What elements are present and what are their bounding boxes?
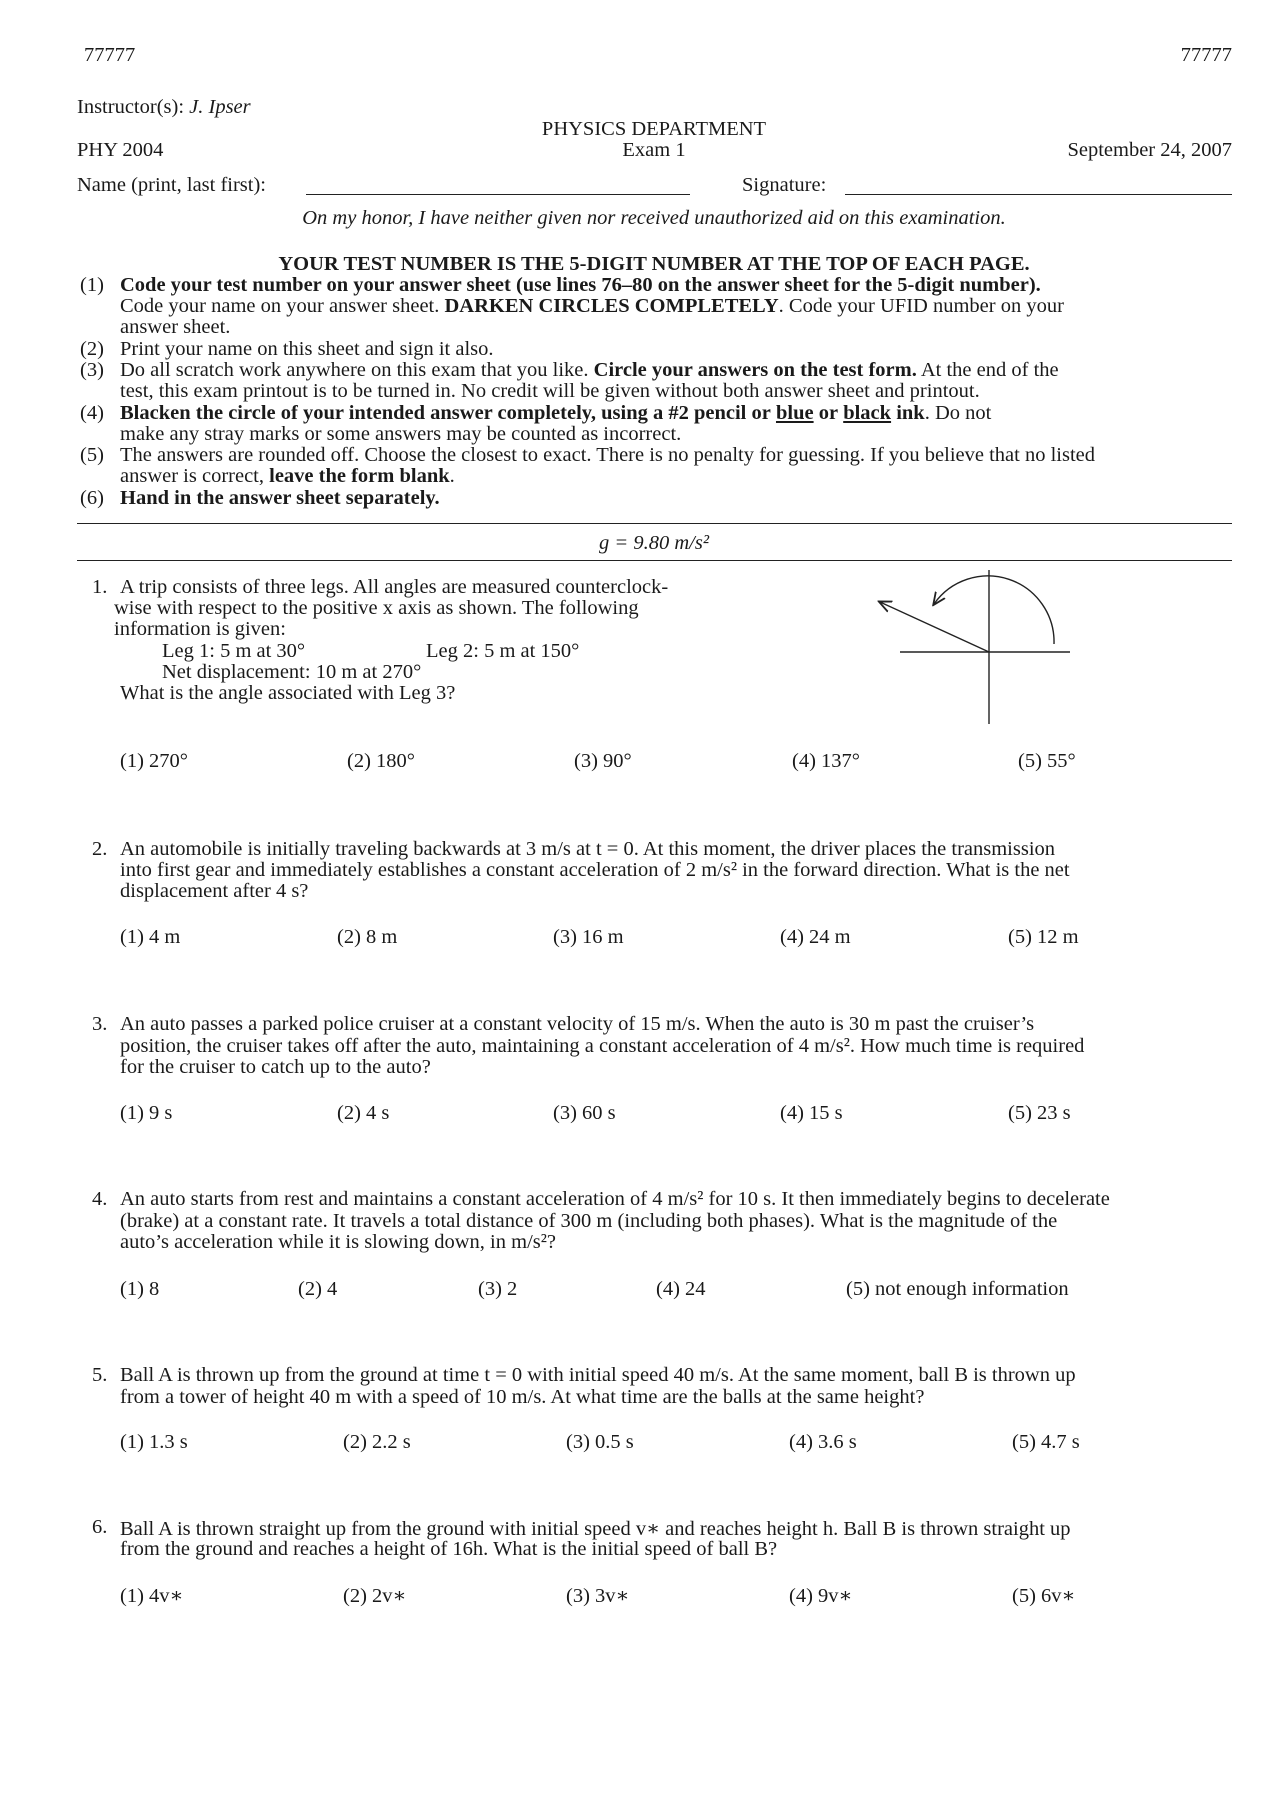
question-text: position, the cruiser takes off after the auto, maintaining a constant acceleration of 4 m/s². How much time is required (120, 1035, 1085, 1057)
vector-diagram (860, 566, 1090, 726)
question-text: Ball A is thrown up from the ground at time t = 0 with initial speed 40 m/s. At the same moment, ball B is thrown up (120, 1364, 1076, 1386)
test-number-right: 77777 (1180, 44, 1232, 66)
leg-2-info: Leg 2: 5 m at 150° (426, 640, 580, 662)
answer-option[interactable]: (1) 4v∗ (120, 1585, 184, 1607)
divider-top (77, 523, 1232, 524)
instruction-text: test, this exam printout is to be turned in. No credit will be given without both answer sheet and printout. (120, 380, 980, 402)
answer-option[interactable]: (1) 270° (120, 750, 188, 772)
name-field[interactable] (306, 194, 690, 195)
instruction-num: (4) (80, 402, 104, 424)
instruction-text: The answers are rounded off. Choose the closest to exact. There is no penalty for guessing. If you believe that no listed (120, 444, 1096, 466)
answer-option[interactable]: (3) 60 s (553, 1102, 616, 1124)
instruction-text: make any stray marks or some answers may be counted as incorrect. (120, 423, 682, 445)
course-code: PHY 2004 (77, 139, 164, 161)
department-title: PHYSICS DEPARTMENT (541, 118, 767, 140)
instruction-num: (6) (80, 487, 104, 509)
question-text: An auto passes a parked police cruiser at a constant velocity of 15 m/s. When the auto is 30 m past the cruiser’s (120, 1013, 1035, 1035)
question-number: 1. (92, 576, 108, 598)
question-text: auto’s acceleration while it is slowing down, in m/s²? (120, 1231, 556, 1253)
vector-arrow (880, 602, 989, 652)
question-text: wise with respect to the positive x axis as shown. The following (114, 597, 639, 619)
instruction-num: (1) (80, 274, 104, 296)
answer-option[interactable]: (5) not enough information (846, 1278, 1069, 1300)
answer-option[interactable]: (3) 16 m (553, 926, 624, 948)
instruction-text: Code your test number on your answer sheet (use lines 76–80 on the answer sheet for the 5-digit number). (120, 274, 1041, 296)
question-text: A trip consists of three legs. All angles are measured counterclock- (120, 576, 669, 598)
exam-title: Exam 1 (622, 139, 686, 161)
instruction-num: (2) (80, 338, 104, 360)
net-displacement-info: Net displacement: 10 m at 270° (162, 661, 422, 683)
answer-option[interactable]: (5) 55° (1018, 750, 1076, 772)
question-text: An automobile is initially traveling backwards at 3 m/s at t = 0. At this moment, the driver places the transmission (120, 838, 1056, 860)
answer-option[interactable]: (2) 8 m (337, 926, 398, 948)
gravity-constant: g = 9.80 m/s² (599, 532, 709, 554)
question-text: from a tower of height 40 m with a speed of 10 m/s. At what time are the balls at the same height? (120, 1386, 925, 1408)
honor-statement: On my honor, I have neither given nor received unauthorized aid on this examination. (302, 207, 1006, 229)
signature-field[interactable] (845, 194, 1232, 195)
instruction-num: (3) (80, 359, 104, 381)
answer-option[interactable]: (5) 23 s (1008, 1102, 1071, 1124)
answer-option[interactable]: (1) 1.3 s (120, 1431, 188, 1453)
test-number-left: 77777 (84, 44, 136, 66)
instruction-text: Print your name on this sheet and sign it also. (120, 338, 494, 360)
answer-option[interactable]: (5) 4.7 s (1012, 1431, 1080, 1453)
answer-option[interactable]: (2) 2v∗ (343, 1585, 407, 1607)
answer-option[interactable]: (3) 90° (574, 750, 632, 772)
question-text: into first gear and immediately establishes a constant acceleration of 2 m/s² in the forward direction. What is the net (120, 859, 1070, 881)
question-number: 2. (92, 838, 108, 860)
answer-option[interactable]: (3) 0.5 s (566, 1431, 634, 1453)
instruction-text: answer is correct, leave the form blank. (120, 465, 455, 487)
answer-option[interactable]: (4) 24 m (780, 926, 851, 948)
answer-option[interactable]: (4) 24 (656, 1278, 706, 1300)
answer-option[interactable]: (2) 4 s (337, 1102, 390, 1124)
answer-option[interactable]: (4) 137° (792, 750, 860, 772)
question-text: What is the angle associated with Leg 3? (120, 682, 456, 704)
question-number: 6. (92, 1516, 108, 1538)
answer-option[interactable]: (5) 12 m (1008, 926, 1079, 948)
divider-bottom (77, 560, 1232, 561)
answer-option[interactable]: (3) 2 (478, 1278, 518, 1300)
question-text: displacement after 4 s? (120, 880, 309, 902)
angle-arc (934, 576, 1054, 644)
question-text: for the cruiser to catch up to the auto? (120, 1056, 431, 1078)
instructor-name: J. Ipser (189, 96, 251, 118)
answer-option[interactable]: (5) 6v∗ (1012, 1585, 1076, 1607)
question-number: 3. (92, 1013, 108, 1035)
answer-option[interactable]: (1) 4 m (120, 926, 181, 948)
name-label: Name (print, last first): (77, 174, 267, 196)
answer-option[interactable]: (1) 8 (120, 1278, 160, 1300)
answer-option[interactable]: (4) 9v∗ (789, 1585, 853, 1607)
question-number: 5. (92, 1364, 108, 1386)
instruction-text: answer sheet. (120, 316, 231, 338)
answer-option[interactable]: (2) 4 (298, 1278, 338, 1300)
question-number: 4. (92, 1188, 108, 1210)
instructions-heading: YOUR TEST NUMBER IS THE 5-DIGIT NUMBER AT THE TOP OF EACH PAGE. (278, 253, 1030, 275)
instructor-line (77, 96, 251, 119)
instruction-text: Code your name on your answer sheet. DARKEN CIRCLES COMPLETELY. Code your UFID number on your (120, 295, 1064, 317)
question-text: (brake) at a constant rate. It travels a total distance of 300 m (including both phases). What is the magnitude of the (120, 1210, 1058, 1232)
answer-option[interactable]: (2) 2.2 s (343, 1431, 411, 1453)
answer-option[interactable]: (1) 9 s (120, 1102, 173, 1124)
instruction-num: (5) (80, 444, 104, 466)
answer-option[interactable]: (3) 3v∗ (566, 1585, 630, 1607)
instruction-text: Blacken the circle of your intended answer completely, using a #2 pencil or blue or black ink. Do not (120, 402, 992, 424)
answer-option[interactable]: (4) 15 s (780, 1102, 843, 1124)
answer-option[interactable]: (4) 3.6 s (789, 1431, 857, 1453)
question-text: An auto starts from rest and maintains a constant acceleration of 4 m/s² for 10 s. It then immediately begins to decelerate (120, 1188, 1110, 1210)
instructor-label: Instructor(s): (77, 96, 185, 118)
instruction-text: Hand in the answer sheet separately. (120, 487, 440, 509)
exam-date: September 24, 2007 (1067, 139, 1232, 161)
question-text: Ball A is thrown straight up from the ground with initial speed v∗ and reaches height h. Ball B is thrown straight up (120, 1518, 1071, 1540)
answer-option[interactable]: (2) 180° (347, 750, 415, 772)
signature-label: Signature: (742, 174, 827, 196)
leg-1-info: Leg 1: 5 m at 30° (162, 640, 306, 662)
question-text: information is given: (114, 618, 286, 640)
question-text: from the ground and reaches a height of 16h. What is the initial speed of ball B? (120, 1538, 778, 1560)
instruction-text: Do all scratch work anywhere on this exam that you like. Circle your answers on the test form. At the end of the (120, 359, 1059, 381)
